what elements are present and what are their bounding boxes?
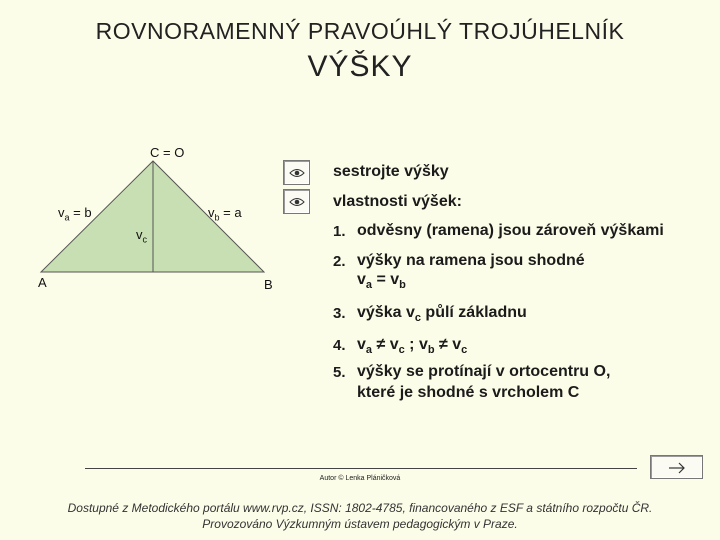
label-vc: $v_c$ (136, 227, 147, 245)
next-slide-button[interactable] (650, 455, 703, 479)
property-3-text: výška $v_c$ půlí základnu (357, 304, 527, 325)
property-5-number: 5. (333, 364, 346, 381)
property-4-text: $v_a \ne v_c$ ; $v_b \ne v_c$ (357, 336, 468, 357)
show-heights-label: sestrojte výšky (333, 163, 449, 180)
page-title: ROVNORAMENNÝ PRAVOÚHLÝ TROJÚHELNÍK (95, 18, 625, 44)
label-vertex-a: A (38, 275, 47, 290)
property-2-number: 2. (333, 253, 346, 270)
page-subtitle: VÝŠKY (307, 50, 413, 83)
author-credit: Autor © Lenka Pláničková (319, 475, 401, 482)
arrow-right-icon (668, 462, 686, 474)
label-vertex-b: B (264, 277, 273, 292)
label-va: $v_a = b$ (58, 205, 92, 223)
property-1-number: 1. (333, 223, 346, 240)
footer-text (0, 500, 720, 532)
eye-icon (289, 196, 305, 208)
footer-divider (85, 468, 637, 469)
property-1-text: odvěsny (ramena) jsou zároveň výškami (357, 222, 664, 239)
show-heights-button[interactable] (283, 160, 310, 185)
show-properties-button[interactable] (283, 189, 310, 214)
footer-line-2: Provozováno Výzkumným ústavem pedagogickým v Praze. (202, 517, 518, 531)
property-4-number: 4. (333, 337, 346, 354)
property-5-line-2: které je shodné s vrcholem C (357, 384, 580, 401)
eye-icon (289, 167, 305, 179)
property-5-line-1: výšky se protínají v ortocentru O, (357, 363, 611, 380)
show-properties-label: vlastnosti výšek: (333, 193, 462, 210)
property-2-line-1: výšky na ramena jsou shodné (357, 252, 585, 269)
label-vertex-c: C = O (150, 145, 185, 160)
property-3-number: 3. (333, 305, 346, 322)
label-vb: $v_b = a$ (208, 205, 242, 223)
footer-line-1: Dostupné z Metodického portálu www.rvp.cz, ISSN: 1802-4785, financovaného z ESF a státního rozpočtu ČR. (67, 501, 653, 515)
property-2-line-2: $v_a = v_b$ (357, 271, 406, 292)
